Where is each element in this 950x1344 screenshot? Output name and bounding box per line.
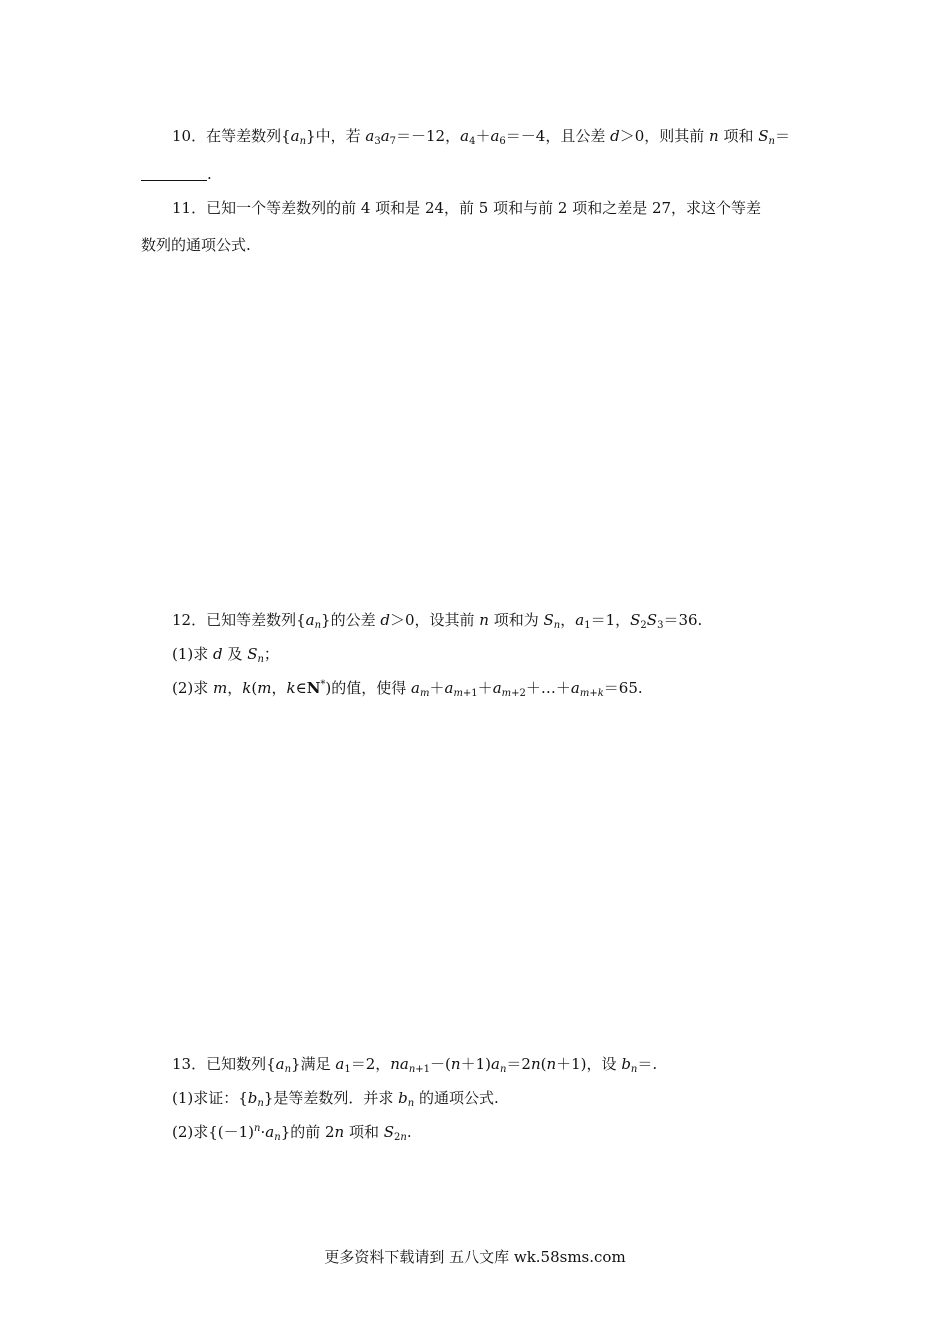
problem-11-line-2 — [141, 235, 251, 255]
problem-12-number: 12． — [172, 611, 207, 629]
problem-12-stem — [172, 610, 702, 630]
problem-10-line-1 — [172, 126, 790, 146]
problem-10-number: 10． — [172, 127, 207, 145]
answer-blank — [141, 166, 207, 181]
footer-text: 更多资料下载请到 五八文库 wk.58sms.com — [324, 1248, 626, 1266]
problem-11-text-1: 已知一个等差数列的前 4 项和是 24，前 5 项和与前 2 项和之差是 27，求这个等差 — [206, 199, 762, 217]
problem-12-question-1: (1)求 d 及 $S_n$； — [172, 645, 279, 665]
problem-13-question-2: (2)求$\{(-1)^n\cdot a_n\}$的前 2n 项和 $S_{2n}$. — [172, 1123, 412, 1143]
problem-10-text: 在等差数列$\{a_n\}$中，若 $a_3a_7=-12$，$a_4+a_6=-4$，且公差 d＞0，则其前 n 项和 $S_n=$ — [206, 127, 790, 147]
problem-11-text-2: 数列的通项公式. — [141, 236, 251, 254]
problem-11-number: 11． — [172, 199, 207, 217]
problem-11-line-1 — [172, 198, 761, 218]
problem-13-stem — [172, 1054, 657, 1074]
problem-10-period: . — [207, 165, 212, 183]
problem-10-line-2 — [141, 164, 212, 184]
problem-12-question-2: (2)求 m，k(m，k∈N*)的值，使得 $a_m+a_{m+1}+a_{m+2}+\dots+a_{m+k}=65$. — [172, 679, 643, 699]
problem-13-question-1: (1)求证：$\{b_n\}$是等差数列．并求 $b_n$ 的通项公式. — [172, 1089, 499, 1109]
problem-13-text: 已知数列$\{a_n\}$满足 $a_1=2$，$na_{n+1}-(n+1)a_n=2n(n+1)$，设 $b_n=$. — [206, 1055, 658, 1075]
problem-13-number: 13． — [172, 1055, 207, 1073]
problem-12-text: 已知等差数列$\{a_n\}$的公差 d＞0，设其前 n 项和为 $S_n$，$a_1=1$，$S_2S_3=36$. — [206, 611, 703, 631]
